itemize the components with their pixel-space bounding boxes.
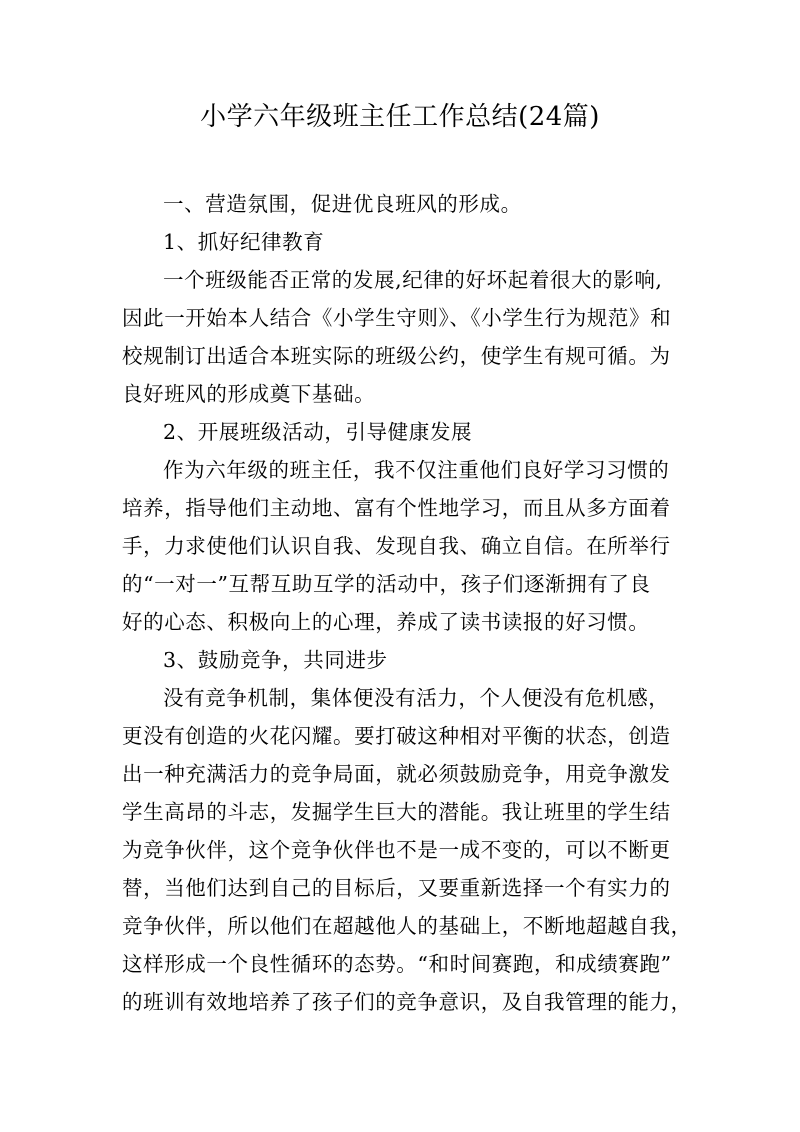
paragraph-line: 作为六年级的班主任，我不仅注重他们良好学习习惯的	[163, 458, 670, 482]
paragraph-line: 校规制订出适合本班实际的班级公约，使学生有规可循。为	[122, 344, 671, 368]
section-heading: 一、营造氛围，促进优良班风的形成。	[163, 192, 522, 216]
subsection-heading: 1、抓好纪律教育	[163, 230, 325, 254]
paragraph-line: 这样形成一个良性循环的态势。“和时间赛跑，和成绩赛跑”	[122, 952, 672, 976]
paragraph-line: 没有竞争机制，集体便没有活力，个人便没有危机感，	[163, 686, 670, 710]
paragraph-line: 竞争伙伴，所以他们在超越他人的基础上，不断地超越自我，	[122, 914, 692, 938]
paragraph-line: 替，当他们达到自己的目标后，又要重新选择一个有实力的	[122, 876, 671, 900]
subsection-heading: 2、开展班级活动，引导健康发展	[163, 420, 473, 444]
paragraph-line: 更没有创造的火花闪耀。要打破这种相对平衡的状态，创造	[122, 724, 671, 748]
paragraph-line: 好的心态、积极向上的心理，养成了读书读报的好习惯。	[122, 610, 650, 634]
paragraph-line: 的班训有效地培养了孩子们的竞争意识，及自我管理的能力，	[122, 990, 692, 1014]
subsection-heading: 3、鼓励竞争，共同进步	[163, 648, 388, 672]
paragraph-line: 因此一开始本人结合《小学生守则》、《小学生行为规范》和	[122, 306, 672, 330]
paragraph-line: 学生高昂的斗志，发掘学生巨大的潜能。我让班里的学生结	[122, 800, 671, 824]
paragraph-line: 出一种充满活力的竞争局面，就必须鼓励竞争，用竞争激发	[122, 762, 671, 786]
document-title: 小学六年级班主任工作总结(24篇)	[200, 102, 600, 132]
paragraph-line: 一个班级能否正常的发展,纪律的好坏起着很大的影响,	[163, 268, 663, 292]
paragraph-line: 良好班风的形成奠下基础。	[122, 382, 376, 406]
paragraph-line: 手，力求使他们认识自我、发现自我、确立自信。在所举行	[122, 534, 671, 558]
paragraph-line: 培养，指导他们主动地、富有个性地学习，而且从多方面着	[122, 496, 671, 520]
paragraph-line: 的“一对一”互帮互助互学的活动中，孩子们逐渐拥有了良	[122, 572, 651, 596]
paragraph-line: 为竞争伙伴，这个竞争伙伴也不是一成不变的，可以不断更	[122, 838, 671, 862]
